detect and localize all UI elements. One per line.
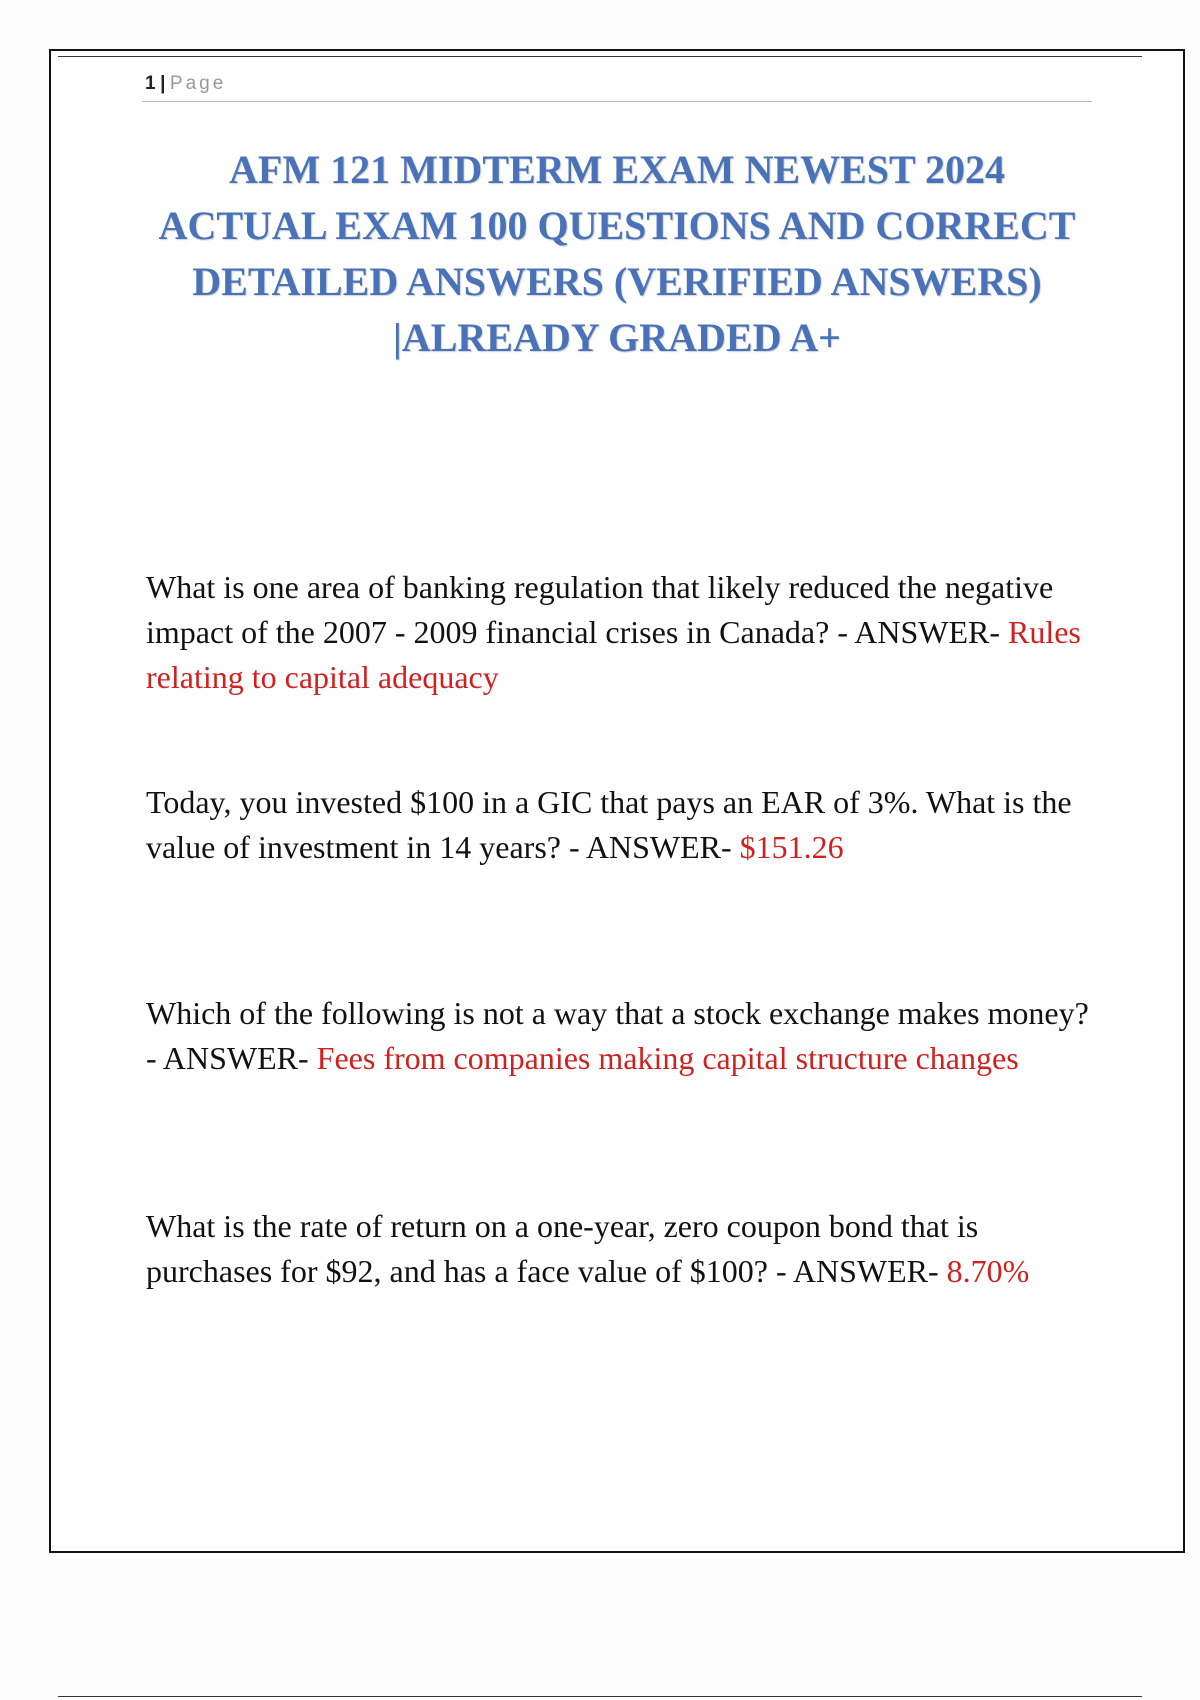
answer-text: Fees from companies making capital structure changes	[316, 1040, 1019, 1076]
page-label: Page	[169, 73, 227, 94]
question-text: Today, you invested $100 in a GIC that pays an EAR of 3%. What is the value of investment in 14 years? - ANSWER-	[146, 784, 1072, 865]
answer-text: 8.70%	[946, 1253, 1030, 1289]
qa-item	[146, 565, 1096, 700]
question-text: What is the rate of return on a one-year, zero coupon bond that is purchases for $92, and has a face value of $100? - ANSWER-	[146, 1208, 979, 1289]
qa-item	[146, 1204, 1096, 1294]
question-text: What is one area of banking regulation that likely reduced the negative impact of the 2007 - 2009 financial crises in Canada? - ANSWER-	[146, 569, 1054, 650]
qa-item	[146, 780, 1096, 870]
question-text: Which of the following is not a way that a stock exchange makes money? - ANSWER-	[146, 995, 1089, 1076]
page-separator: |	[160, 73, 166, 94]
answer-text: Rules relating to capital adequacy	[146, 614, 1081, 695]
bottom-rule	[58, 1696, 1142, 1697]
document-title: AFM 121 MIDTERM EXAM NEWEST 2024 ACTUAL EXAM 100 QUESTIONS AND CORRECT DETAILED ANSWERS (VERIFIED ANSWERS) |ALREADY GRADED A+	[158, 147, 1076, 360]
top-rule	[58, 56, 1142, 57]
qa-item	[146, 991, 1096, 1081]
header-rule	[142, 101, 1092, 102]
page-number: 1	[145, 73, 157, 94]
page-header	[145, 73, 226, 95]
answer-text: $151.26	[739, 829, 844, 865]
